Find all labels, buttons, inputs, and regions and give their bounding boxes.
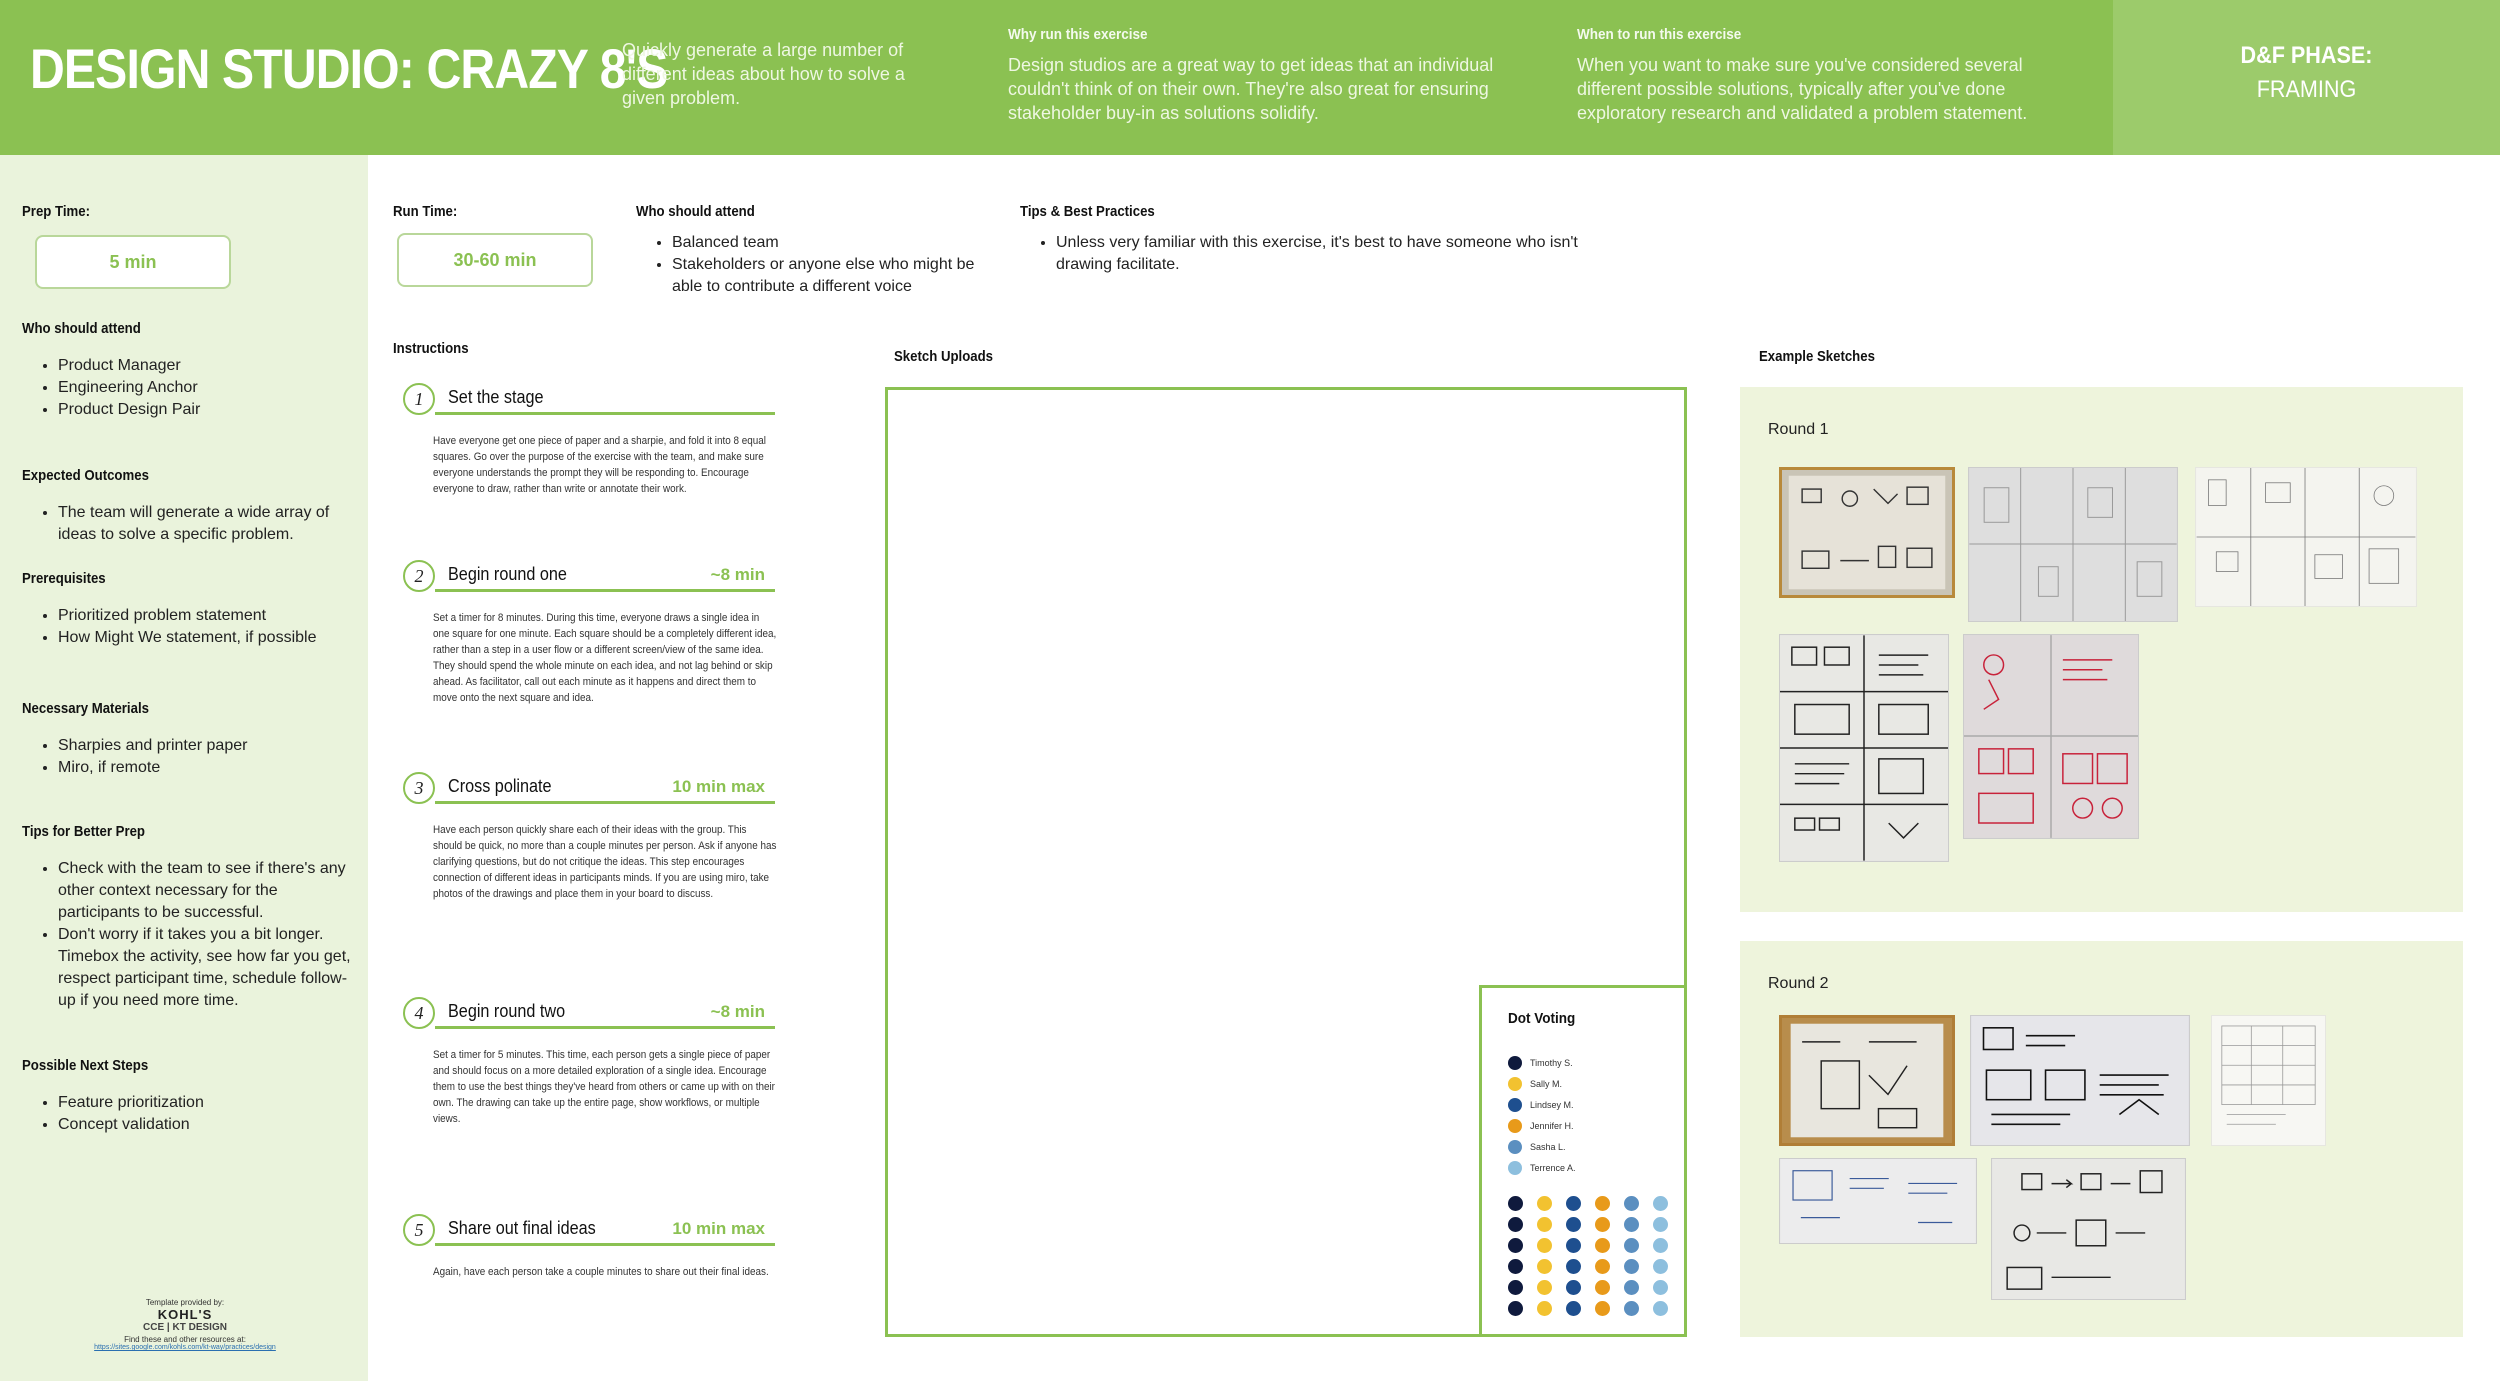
sidebar-next-section bbox=[22, 1057, 352, 1136]
example-sketches-label: Example Sketches bbox=[1759, 348, 1875, 365]
list-item: • Miro, if remote bbox=[58, 757, 352, 779]
voting-dot[interactable] bbox=[1653, 1196, 1668, 1211]
list-item: • Unless very familiar with this exercise, it's best to have someone who isn't drawing facilitate. bbox=[1056, 232, 1620, 276]
sidebar-outcomes-label: Expected Outcomes bbox=[22, 467, 149, 484]
voting-dot[interactable] bbox=[1566, 1196, 1581, 1211]
voting-dot[interactable] bbox=[1624, 1196, 1639, 1211]
legend-name: Terrence A. bbox=[1530, 1162, 1576, 1173]
sidebar-prereq-label: Prerequisites bbox=[22, 570, 106, 587]
sidebar-outcomes-section bbox=[22, 467, 352, 546]
voting-dot[interactable] bbox=[1595, 1259, 1610, 1274]
list-item: • Product Manager bbox=[58, 355, 352, 377]
footer-find: Find these and other resources at: bbox=[124, 1335, 246, 1344]
voting-dot[interactable] bbox=[1624, 1238, 1639, 1253]
sidebar-prereq-list bbox=[22, 605, 352, 649]
step-divider bbox=[435, 412, 775, 415]
step-time: 10 min max bbox=[672, 1219, 765, 1238]
sketch-image bbox=[1779, 634, 1949, 862]
voting-dot[interactable] bbox=[1508, 1280, 1523, 1295]
step-number: 5 bbox=[403, 1214, 435, 1246]
phase-box bbox=[2113, 0, 2500, 155]
voting-dot[interactable] bbox=[1537, 1280, 1552, 1295]
sidebar-materials-label: Necessary Materials bbox=[22, 700, 149, 717]
phase-label: D&F PHASE: bbox=[2240, 42, 2373, 69]
sidebar-next-label: Possible Next Steps bbox=[22, 1057, 149, 1074]
legend-name: Jennifer H. bbox=[1530, 1120, 1574, 1131]
list-item: • Engineering Anchor bbox=[58, 377, 352, 399]
page-title: DESIGN STUDIO: CRAZY 8'S bbox=[30, 37, 668, 100]
step-body: Again, have each person take a couple minutes to share out their final ideas. bbox=[433, 1266, 769, 1278]
voting-dot[interactable] bbox=[1624, 1217, 1639, 1232]
list-item: • Feature prioritization bbox=[58, 1092, 352, 1114]
phase-value: FRAMING bbox=[2256, 76, 2357, 103]
sketch-image bbox=[1779, 1015, 1955, 1146]
step-title: Begin round two bbox=[448, 1001, 566, 1021]
legend-row bbox=[1508, 1073, 1576, 1094]
list-item: • How Might We statement, if possible bbox=[58, 627, 352, 649]
footer-provided: Template provided by: bbox=[145, 1298, 225, 1307]
legend-swatch bbox=[1508, 1056, 1522, 1070]
why-section bbox=[1008, 26, 1518, 125]
sketch-image bbox=[1970, 1015, 2190, 1146]
voting-dot[interactable] bbox=[1566, 1280, 1581, 1295]
voting-dot[interactable] bbox=[1624, 1259, 1639, 1274]
legend-row bbox=[1508, 1094, 1576, 1115]
list-item: • Product Design Pair bbox=[58, 399, 352, 421]
list-item: • Prioritized problem statement bbox=[58, 605, 352, 627]
legend-swatch bbox=[1508, 1161, 1522, 1175]
list-item: • Sharpies and printer paper bbox=[58, 735, 352, 757]
run-tips-list bbox=[1020, 232, 1620, 276]
round-2-label: Round 2 bbox=[1768, 975, 1829, 992]
step-divider bbox=[435, 1243, 775, 1246]
round-1-panel bbox=[1740, 387, 2463, 912]
step-body: Have everyone get one piece of paper and a sharpie, and fold it into 8 equal squares. Go over the purpose of the exercise with the team, and make sure everyone understands the prompt they will be responding to. Encourage everyone to draw, rather than write or annotate their work. bbox=[433, 435, 766, 495]
run-tips-label: Tips & Best Practices bbox=[1020, 203, 1155, 220]
legend-swatch bbox=[1508, 1098, 1522, 1112]
sketch-image bbox=[1968, 467, 2178, 622]
run-tips-section bbox=[1020, 203, 1620, 276]
voting-dot[interactable] bbox=[1595, 1217, 1610, 1232]
voting-dot[interactable] bbox=[1595, 1238, 1610, 1253]
sidebar-who-label: Who should attend bbox=[22, 320, 141, 337]
list-item: • Check with the team to see if there's any other context necessary for the participants to be successful. bbox=[58, 858, 352, 924]
step-title: Share out final ideas bbox=[448, 1218, 596, 1238]
step-divider bbox=[435, 801, 775, 804]
legend-name: Timothy S. bbox=[1530, 1057, 1573, 1068]
dot-voting-legend bbox=[1508, 1052, 1576, 1178]
list-item: • The team will generate a wide array of ideas to solve a specific problem. bbox=[58, 502, 352, 546]
list-item: • Balanced team bbox=[672, 232, 996, 254]
run-who-list bbox=[636, 232, 996, 298]
voting-dot[interactable] bbox=[1537, 1238, 1552, 1253]
voting-dot[interactable] bbox=[1508, 1217, 1523, 1232]
step-number: 4 bbox=[403, 997, 435, 1029]
voting-dot[interactable] bbox=[1595, 1280, 1610, 1295]
voting-dot[interactable] bbox=[1653, 1301, 1668, 1316]
footer-team: CCE | KT DESIGN bbox=[143, 1322, 227, 1333]
legend-swatch bbox=[1508, 1140, 1522, 1154]
step-body: Have each person quickly share each of their ideas with the group. This should be quick, no more than a couple minutes per person. Ask if anyone has clarifying questions, but do not critique the ideas. This step encourages connection of different ideas in participants minds. If you are using miro, take photos of the drawings and place them in your board to discuss. bbox=[433, 824, 777, 900]
voting-dot[interactable] bbox=[1508, 1238, 1523, 1253]
list-item: • Concept validation bbox=[58, 1114, 352, 1136]
legend-name: Sally M. bbox=[1530, 1078, 1563, 1089]
voting-dot[interactable] bbox=[1537, 1301, 1552, 1316]
list-item: • Don't worry if it takes you a bit longer. Timebox the activity, see how far you get, respect participant time, schedule follow-up if you need more time. bbox=[58, 924, 352, 1012]
voting-dot[interactable] bbox=[1537, 1259, 1552, 1274]
voting-dot[interactable] bbox=[1566, 1217, 1581, 1232]
run-time-box[interactable]: 30-60 min bbox=[397, 233, 593, 287]
legend-row bbox=[1508, 1157, 1576, 1178]
when-text: When you want to make sure you've considered several different possible solutions, typically after you've done exploratory research and validated a problem statement. bbox=[1577, 55, 2028, 123]
sidebar-materials-list bbox=[22, 735, 352, 779]
footer-link[interactable]: https://sites.google.com/kohls.com/kt-way/practices/design bbox=[94, 1344, 276, 1351]
prep-time-box[interactable]: 5 min bbox=[35, 235, 231, 289]
sidebar-who-list bbox=[22, 355, 352, 421]
voting-dot[interactable] bbox=[1508, 1196, 1523, 1211]
prep-time-label: Prep Time: bbox=[22, 203, 90, 220]
legend-swatch bbox=[1508, 1077, 1522, 1091]
legend-row bbox=[1508, 1136, 1576, 1157]
sidebar-tips-list bbox=[22, 858, 352, 1012]
step-body: Set a timer for 8 minutes. During this time, everyone draws a single idea in one square for one minute. Each square should be a completely different idea, rather than a step in a user flow or a different screen/view of the same idea. They should spend the whole minute on each idea, and not lag behind or skip ahead. As facilitator, call out each minute as it happens and direct them to move onto the next square and idea. bbox=[433, 612, 777, 704]
header-banner bbox=[0, 0, 2500, 155]
sidebar bbox=[0, 155, 368, 1381]
sketch-image bbox=[1779, 1158, 1977, 1244]
voting-dot[interactable] bbox=[1653, 1238, 1668, 1253]
voting-dot[interactable] bbox=[1653, 1280, 1668, 1295]
voting-dot[interactable] bbox=[1653, 1259, 1668, 1274]
dot-voting-panel bbox=[1479, 985, 1687, 1337]
sidebar-next-list bbox=[22, 1092, 352, 1136]
legend-name: Lindsey M. bbox=[1530, 1099, 1574, 1110]
step-number: 3 bbox=[403, 772, 435, 804]
footer-brand-logo: KOHL'S bbox=[157, 1307, 213, 1322]
voting-dot[interactable] bbox=[1537, 1196, 1552, 1211]
legend-row bbox=[1508, 1115, 1576, 1136]
step-number: 1 bbox=[403, 383, 435, 415]
voting-dot[interactable] bbox=[1595, 1196, 1610, 1211]
why-heading: Why run this exercise bbox=[1008, 26, 1148, 43]
legend-row bbox=[1508, 1052, 1576, 1073]
round-2-panel bbox=[1740, 941, 2463, 1337]
voting-dot[interactable] bbox=[1653, 1217, 1668, 1232]
sidebar-tips-label: Tips for Better Prep bbox=[22, 823, 145, 840]
sketch-image bbox=[1963, 634, 2139, 839]
when-section bbox=[1577, 26, 2077, 125]
run-time-label: Run Time: bbox=[393, 203, 458, 220]
voting-dot[interactable] bbox=[1508, 1259, 1523, 1274]
voting-dot[interactable] bbox=[1624, 1301, 1639, 1316]
voting-dot[interactable] bbox=[1537, 1217, 1552, 1232]
round-1-label: Round 1 bbox=[1768, 421, 1829, 438]
when-heading: When to run this exercise bbox=[1577, 26, 1742, 43]
voting-dot[interactable] bbox=[1566, 1259, 1581, 1274]
run-who-label: Who should attend bbox=[636, 203, 755, 220]
sketch-uploads-label: Sketch Uploads bbox=[894, 348, 994, 365]
footer-credit bbox=[60, 1298, 310, 1351]
step-time: ~8 min bbox=[710, 1002, 765, 1021]
why-text: Design studios are a great way to get ideas that an individual couldn't think of on their own. They're also great for ensuring stakeholder buy-in as solutions solidify. bbox=[1008, 55, 1494, 123]
sketch-image bbox=[2195, 467, 2417, 607]
instructions-label: Instructions bbox=[393, 340, 469, 357]
sketch-image bbox=[2211, 1015, 2326, 1146]
voting-dot[interactable] bbox=[1566, 1238, 1581, 1253]
sketch-image bbox=[1779, 467, 1955, 598]
step-body: Set a timer for 5 minutes. This time, each person gets a single piece of paper and should focus on a more detailed exploration of a single idea. Encourage them to use the best things they've heard from others or came up with on their own. The drawing can take up the entire page, show workflows, or multiple views. bbox=[433, 1049, 775, 1125]
sidebar-outcomes-list bbox=[22, 502, 352, 546]
legend-swatch bbox=[1508, 1119, 1522, 1133]
sidebar-who-section bbox=[22, 320, 352, 421]
step-divider bbox=[435, 589, 775, 592]
voting-dot[interactable] bbox=[1566, 1301, 1581, 1316]
step-number: 2 bbox=[403, 560, 435, 592]
sketch-image bbox=[1991, 1158, 2186, 1300]
step-title: Set the stage bbox=[448, 387, 544, 407]
step-title: Cross polinate bbox=[448, 776, 552, 796]
step-time: ~8 min bbox=[710, 565, 765, 584]
sidebar-tips-section bbox=[22, 823, 352, 1012]
step-divider bbox=[435, 1026, 775, 1029]
list-item: • Stakeholders or anyone else who might be able to contribute a different voice bbox=[672, 254, 996, 298]
step-title: Begin round one bbox=[448, 564, 567, 584]
sidebar-materials-section bbox=[22, 700, 352, 779]
sidebar-prereq-section bbox=[22, 570, 352, 649]
run-who-section bbox=[636, 203, 996, 298]
header-intro: Quickly generate a large number of different ideas about how to solve a given problem. bbox=[622, 40, 905, 108]
voting-dot[interactable] bbox=[1508, 1301, 1523, 1316]
legend-name: Sasha L. bbox=[1530, 1141, 1566, 1152]
voting-dot[interactable] bbox=[1624, 1280, 1639, 1295]
voting-dot[interactable] bbox=[1595, 1301, 1610, 1316]
dot-voting-title: Dot Voting bbox=[1508, 1010, 1576, 1027]
step-time: 10 min max bbox=[672, 777, 765, 796]
